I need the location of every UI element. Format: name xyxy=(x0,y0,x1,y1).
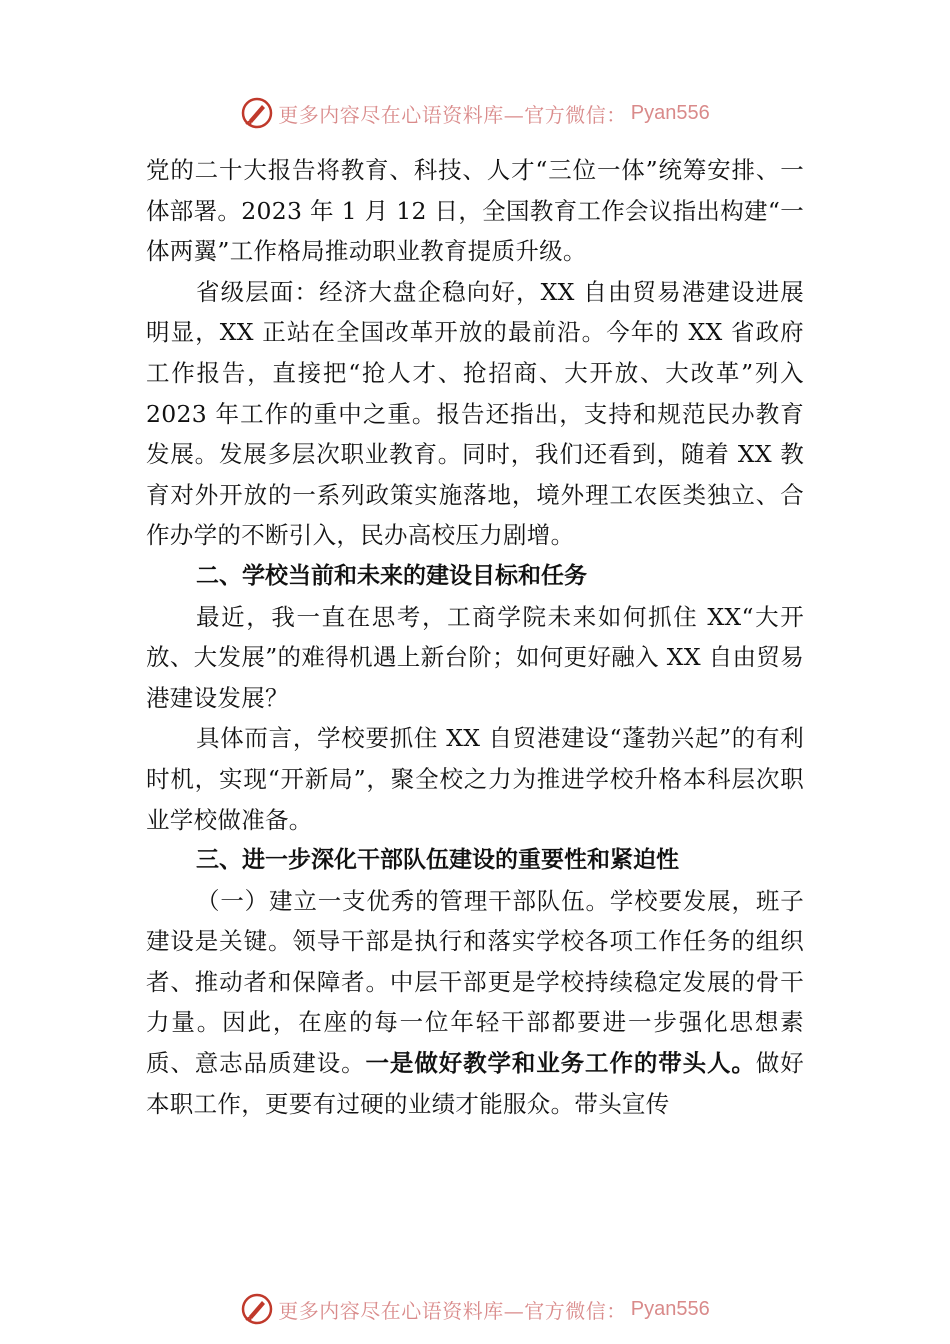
section-heading-3: 三、进一步深化干部队伍建设的重要性和紧迫性 xyxy=(196,847,679,874)
paragraph-5-continued: 做好本职工作，更要有过硬的业绩才能服众。带头宣传 xyxy=(146,1049,804,1118)
paragraph-5-text: （一）建立一支优秀的管理干部队伍。学校要发展，班子建设是关键。领导干部是执行和落实学校各项工作任务的组织者、推动者和保障者。中层干部更是学校持续稳定发展的骨干力量。因此，在座的每一位年轻干部都要进一步强化思想素质、意志品质建设。 xyxy=(146,886,804,1078)
paragraph-4: 具体而言，学校要抓住 XX 自贸港建设“蓬勃兴起”的有利时机，实现“开新局”，聚全校之力为推进学校升格本科层次职业学校做准备。 xyxy=(146,724,804,834)
paragraph-5-emphasis: 一是做好教学和业务工作的带头人。 xyxy=(365,1049,756,1078)
watermark-text: 更多内容尽在心语资料库—官方微信： xyxy=(278,1298,627,1323)
section-heading-2: 二、学校当前和未来的建设目标和任务 xyxy=(196,562,587,589)
paragraph-1: 党的二十大报告将教育、科技、人才“三位一体”统筹安排、一体部署。2023 年 1 月 12 日，全国教育工作会议指出构建“一体两翼”工作格局推动职业教育提质升级。 xyxy=(146,156,804,266)
watermark-logo-icon xyxy=(240,1292,274,1326)
watermark-logo-icon xyxy=(240,96,274,130)
document-body xyxy=(146,150,804,1124)
watermark-id: Pyan556 xyxy=(630,1297,710,1320)
paragraph-2: 省级层面：经济大盘企稳向好，XX 自由贸易港建设进展明显，XX 正站在全国改革开放的最前沿。今年的 XX 省政府工作报告，直接把“抢人才、抢招商、大开放、大改革”列入 2023 年工作的重中之重。报告还指出，支持和规范民办教育发展。发展多层次职业教育。同时，我们还看到，随着 XX 教育对外开放的一系列政策实施落地，境外理工农医类独立、合作办学的不断引入，民办高校压力剧增。 xyxy=(146,277,804,550)
paragraph-3: 最近，我一直在思考，工商学院未来如何抓住 XX“大开放、大发展”的难得机遇上新台阶；如何更好融入 XX 自由贸易港建设发展？ xyxy=(146,602,804,712)
watermark-id: Pyan556 xyxy=(630,101,710,124)
watermark-footer xyxy=(0,1289,950,1329)
paragraph-5 xyxy=(146,881,804,1125)
watermark-text: 更多内容尽在心语资料库—官方微信： xyxy=(278,102,627,127)
watermark-header xyxy=(0,93,950,133)
